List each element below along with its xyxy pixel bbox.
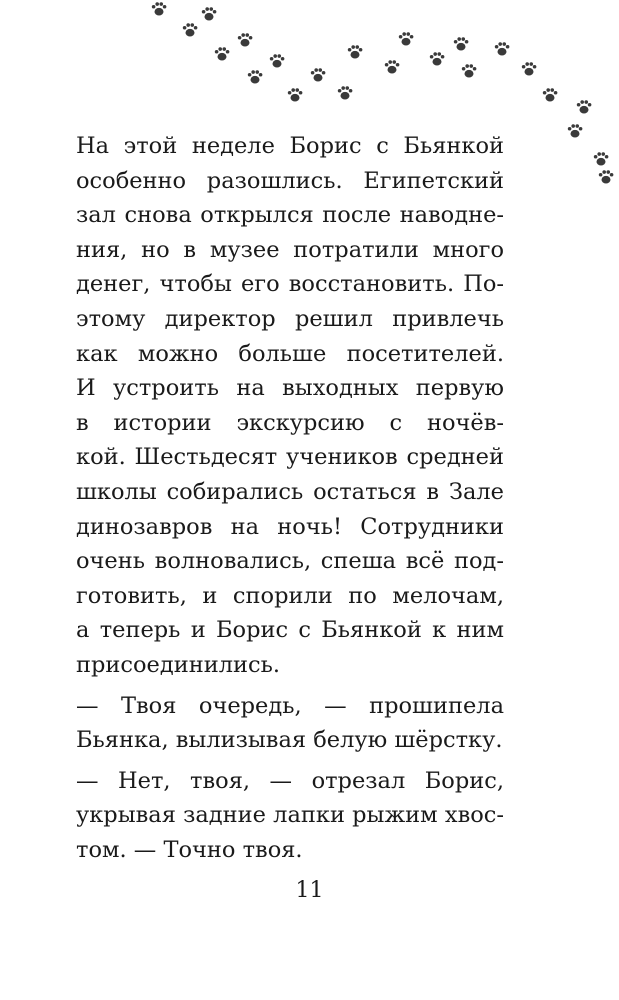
paw-print-icon: [236, 31, 254, 49]
text-line: — Нет, твоя, — отрезал Борис,: [76, 767, 504, 794]
text-line: а теперь и Борис с Бьянкой к ним: [76, 617, 504, 644]
paw-print-icon: [428, 50, 446, 68]
paw-print-icon: [493, 40, 511, 58]
text-line: зал снова открылся после наводне-: [76, 202, 504, 229]
paw-print-icon: [383, 58, 401, 76]
paw-print-icon: [346, 43, 364, 61]
page-number: 11: [295, 878, 324, 903]
paragraph: [76, 129, 504, 683]
paw-print-icon: [520, 60, 538, 78]
text-line: как можно больше посетителей.: [76, 340, 504, 367]
paw-print-icon: [452, 35, 470, 53]
text-line: школы собирались остаться в Зале: [76, 478, 504, 505]
paw-print-icon: [592, 150, 610, 168]
paw-print-icon: [286, 86, 304, 104]
paw-print-icon: [397, 30, 415, 48]
paw-print-icon: [309, 66, 327, 84]
text-line: очень волновались, спеша всё под-: [76, 548, 504, 575]
paragraph: [76, 764, 504, 868]
paw-print-icon: [575, 98, 593, 116]
text-line: И устроить на выходных первую: [76, 375, 504, 402]
text-line: динозавров на ночь! Сотрудники: [76, 513, 504, 540]
paw-print-icon: [268, 52, 286, 70]
text-line: Бьянка, вылизывая белую шёрстку.: [76, 727, 503, 754]
paw-print-icon: [460, 62, 478, 80]
text-line: присоединились.: [76, 651, 280, 678]
paw-print-icon: [213, 45, 231, 63]
body-text: [76, 129, 504, 867]
text-line: ния, но в музее потратили много: [76, 236, 504, 263]
text-line: На этой неделе Борис с Бьянкой: [76, 133, 504, 159]
text-line: кой. Шестьдесят учеников средней: [76, 444, 504, 471]
text-line: — Твоя очередь, — прошипела: [76, 692, 504, 719]
paw-print-icon: [566, 122, 584, 140]
paw-print-icon: [541, 86, 559, 104]
text-line: этому директор решил привлечь: [76, 305, 504, 332]
text-line: том. — Точно твоя.: [76, 836, 303, 863]
text-line: укрывая задние лапки рыжим хвос-: [76, 802, 504, 829]
paw-print-icon: [336, 84, 354, 102]
paw-print-icon: [246, 68, 264, 86]
paw-print-icon: [181, 21, 199, 39]
paw-print-icon: [597, 168, 615, 186]
paragraph: [76, 689, 504, 758]
text-line: особенно разошлись. Египетский: [76, 167, 504, 194]
paw-print-icon: [150, 0, 168, 18]
text-line: в истории экскурсию с ночёв-: [76, 409, 504, 436]
paw-print-icon: [200, 5, 218, 23]
text-line: готовить, и спорили по мелочам,: [76, 582, 504, 609]
text-line: денег, чтобы его восстановить. По-: [76, 271, 504, 298]
